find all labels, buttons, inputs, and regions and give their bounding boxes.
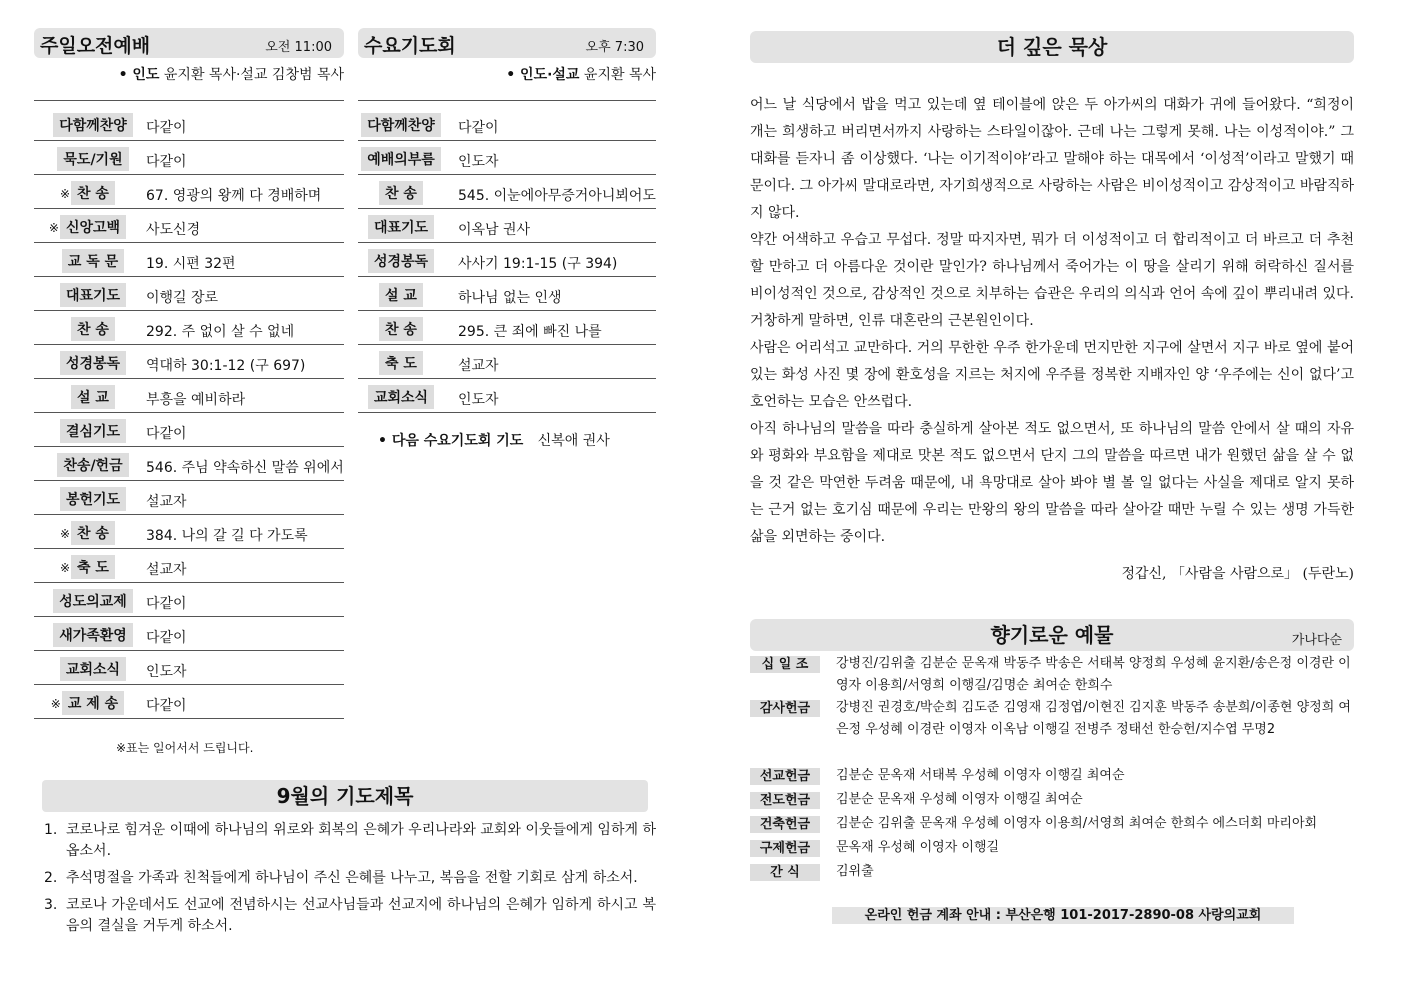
sunday-order-row	[34, 684, 344, 718]
sunday-order-label-cell	[34, 106, 140, 140]
wednesday-order-label-cell	[358, 276, 444, 310]
sunday-order-label-cell	[34, 242, 140, 276]
wednesday-time: 오후 7:30	[585, 40, 644, 55]
standing-mark: ※	[60, 526, 71, 541]
sunday-order-value: 역대하 30:1-12 (구 697)	[140, 344, 344, 378]
offering-names: 김분순 문옥재 서태복 우성혜 이영자 이행길 최여순	[836, 768, 1125, 783]
sunday-order-row	[34, 582, 344, 616]
wednesday-order-label-cell	[358, 344, 444, 378]
wednesday-header	[358, 28, 656, 58]
sunday-order-label: 교 독 문	[62, 249, 124, 273]
prayer-item-text: 코로나로 힘겨운 이때에 하나님의 위로와 회복의 은혜가 우리나라와 교회와 이웃들에게 임하게 하옵소서.	[66, 822, 656, 859]
prayer-item-number: 1.	[44, 822, 58, 838]
wednesday-top-rule	[358, 100, 656, 101]
wednesday-order-row	[358, 208, 656, 242]
prayer-item-number: 2.	[44, 870, 58, 886]
prayer-item-text: 추석명절을 가족과 친척들에게 하나님이 주신 은혜를 나누고, 복음을 전할 기회로 삼게 하소서.	[66, 870, 638, 886]
sunday-order-label: 성경봉독	[60, 351, 126, 375]
sunday-officiants	[34, 64, 344, 84]
standing-mark: ※	[50, 696, 61, 711]
offerings-title: 향기로운 예물	[990, 623, 1114, 647]
sunday-order-row	[34, 276, 344, 310]
next-prayer-person: 신복애 권사	[537, 433, 610, 449]
sunday-order-value: 67. 영광의 왕께 다 경배하며	[140, 174, 344, 208]
sunday-order-label: 새가족환영	[53, 623, 133, 647]
wednesday-order-label: 찬 송	[379, 181, 423, 205]
sunday-order-row	[34, 616, 344, 650]
offerings-order-note: 가나다순	[1291, 633, 1342, 648]
offering-names: 강병진 권경호/박순희 김도준 김영재 김정엽/이현진 김지훈 박동주 송분희/이종현 양정희 여은정 우성혜 이경란 이영자 이옥남 이행길 전병주 정태선 한승헌/지수엽 무명2	[836, 700, 1351, 737]
wednesday-order-value: 다같이	[444, 106, 656, 140]
prayer-item	[44, 895, 656, 937]
sunday-officiants-prefix: • 인도	[118, 67, 160, 83]
wednesday-order-label: 설 교	[379, 283, 423, 307]
sunday-order-label-cell	[34, 616, 140, 650]
sunday-order-label-cell	[34, 446, 140, 480]
sunday-order-label: 대표기도	[60, 283, 126, 307]
sunday-order-label: 찬송/헌금	[57, 453, 128, 477]
sunday-order-label: 다함께찬양	[53, 113, 133, 137]
prayer-item-text: 코로나 가운데서도 선교에 전념하시는 선교사님들과 선교지에 하나님의 은혜가 임하게 하시고 복음의 결실을 거두게 하소서.	[66, 897, 656, 934]
wednesday-title: 수요기도회	[364, 35, 456, 57]
sunday-order-table	[34, 106, 344, 719]
wednesday-order-row	[358, 344, 656, 378]
wednesday-order-label: 성경봉독	[368, 249, 434, 273]
wednesday-order-table	[358, 106, 656, 413]
wednesday-officiants-names: 윤지환 목사	[583, 67, 656, 83]
sunday-order-row	[34, 140, 344, 174]
sunday-order-value: 이행길 장로	[140, 276, 344, 310]
sunday-order-row	[34, 378, 344, 412]
sunday-order-label-cell	[34, 412, 140, 446]
prayer-item	[44, 868, 656, 889]
wednesday-order-value: 하나님 없는 인생	[444, 276, 656, 310]
wednesday-order-row	[358, 174, 656, 208]
offering-category: 감사헌금	[750, 700, 820, 717]
prayer-header	[42, 780, 648, 812]
wednesday-order-value: 사사기 19:1-15 (구 394)	[444, 242, 656, 276]
next-prayer-line	[378, 430, 610, 450]
wednesday-order-label: 다함께찬양	[361, 113, 441, 137]
offerings-header	[750, 619, 1354, 651]
sunday-order-label: 찬 송	[71, 521, 115, 545]
offering-category: 구제헌금	[750, 840, 820, 857]
sunday-officiants-names: 윤지환 목사·설교 김창범 목사	[163, 67, 344, 83]
wednesday-order-label: 교회소식	[368, 385, 434, 409]
wednesday-order-row	[358, 310, 656, 344]
sunday-top-rule	[34, 100, 344, 101]
wednesday-order-value: 295. 큰 죄에 빠진 나를	[444, 310, 656, 344]
sunday-order-value: 부흥을 예비하라	[140, 378, 344, 412]
standing-mark: ※	[60, 186, 71, 201]
wednesday-order-value: 설교자	[444, 344, 656, 378]
offering-names: 문옥재 우성혜 이영자 이행길	[836, 840, 1000, 855]
wednesday-order-label-cell	[358, 242, 444, 276]
wednesday-order-label-cell	[358, 378, 444, 412]
wednesday-order-row	[358, 242, 656, 276]
wednesday-order-label-cell	[358, 310, 444, 344]
standing-mark: ※	[48, 220, 59, 235]
wednesday-order-row	[358, 106, 656, 140]
sunday-order-label: 봉헌기도	[60, 487, 126, 511]
sunday-order-label: 교회소식	[60, 657, 126, 681]
sunday-order-row	[34, 446, 344, 480]
offering-category: 간 식	[750, 864, 820, 881]
wednesday-officiants-prefix: • 인도·설교	[506, 67, 580, 83]
offering-names: 김분순 김위출 문옥재 우성혜 이영자 이용희/서영희 최여순 한희수 에스더회 마리아회	[836, 816, 1318, 831]
meditation-body	[750, 92, 1354, 551]
meditation-source: 정갑신, 「사람을 사람으로」 (두란노)	[1121, 566, 1354, 582]
sunday-order-label: 교 제 송	[62, 691, 124, 715]
sunday-order-value: 384. 나의 갈 길 다 가도록	[140, 514, 344, 548]
sunday-order-row	[34, 208, 344, 242]
sunday-order-row	[34, 548, 344, 582]
wednesday-order-label: 예배의부름	[361, 147, 441, 171]
sunday-order-label-cell	[34, 582, 140, 616]
wednesday-order-value: 인도자	[444, 140, 656, 174]
wednesday-order-value: 이옥남 권사	[444, 208, 656, 242]
meditation-paragraph: 어느 날 식당에서 밥을 먹고 있는데 옆 테이블에 앉은 두 아가씨의 대화가 귀에 들어왔다. “희정이 개는 희생하고 버리면서까지 사랑하는 스타일이잖아. 근데 나는 그렇게 못해. 나는 이성적이야.” 그 대화를 듣자니 좀 이상했다. ‘나는 이기적이야’라고 말해야 하는 대목에서 ‘이성적’이라고 말했기 때문이다. 그 아가씨 말대로라면, 자기희생적으로 사랑하는 사람은 비이성적이고 감상적이고 바람직하지 않다.	[750, 97, 1354, 221]
prayer-list	[44, 820, 656, 943]
sunday-order-value: 다같이	[140, 412, 344, 446]
sunday-order-value: 292. 주 없이 살 수 없네	[140, 310, 344, 344]
wednesday-order-row	[358, 140, 656, 174]
offering-category: 건축헌금	[750, 816, 820, 833]
sunday-order-value: 546. 주님 약속하신 말씀 위에서	[140, 446, 344, 480]
sunday-order-value: 인도자	[140, 650, 344, 684]
prayer-item-number: 3.	[44, 897, 58, 913]
wednesday-order-value: 545. 이눈에아무증거아니뵈어도	[444, 174, 656, 208]
sunday-order-row	[34, 242, 344, 276]
sunday-order-value: 다같이	[140, 582, 344, 616]
sunday-time: 오전 11:00	[265, 40, 332, 55]
sunday-order-label-cell	[34, 174, 140, 208]
sunday-order-row	[34, 344, 344, 378]
wednesday-officiants	[358, 64, 656, 84]
prayer-title: 9월의 기도제목	[276, 784, 414, 808]
next-prayer-label: • 다음 수요기도회 기도	[378, 433, 524, 449]
sunday-order-row	[34, 412, 344, 446]
meditation-title: 더 깊은 묵상	[996, 35, 1108, 59]
meditation-paragraph: 아직 하나님의 말씀을 따라 충실하게 살아본 적도 없으면서, 또 하나님의 말씀 안에서 살 때의 자유와 평화와 부요함을 제대로 맛본 적도 없으면서 단지 그의 말씀을 따르면 내가 원했던 삶을 살 수 없을 것 같은 막연한 두려움 때문에, 내 욕망대로 살아 봐야 별 볼 일 없다는 사실을 제대로 알지 못하는 근거 없는 호기심 때문에 우리는 만왕의 왕의 말씀을 따라 살아갈 때만 누릴 수 있는 생명 가득한 삶을 외면하는 중이다.	[750, 421, 1354, 545]
sunday-order-label-cell	[34, 514, 140, 548]
meditation-header	[750, 31, 1354, 63]
sunday-header	[34, 28, 344, 58]
sunday-order-value: 다같이	[140, 106, 344, 140]
wednesday-order-value: 인도자	[444, 378, 656, 412]
sunday-order-label: 신앙고백	[60, 215, 126, 239]
meditation-paragraph: 약간 어색하고 우습고 무섭다. 정말 따지자면, 뭐가 더 이성적이고 더 합리적이고 더 바르고 더 추천할 만하고 더 아름다운 것이란 말인가? 하나님께서 죽어가는 이 땅을 살리기 위해 허락하신 질서를 비이성적인 것으로, 감상적인 것으로 치부하는 습관은 우리의 의식과 언어 속에 깊이 뿌리내려 있다. 거창하게 말하면, 인류 대혼란의 근본원인이다.	[750, 232, 1354, 329]
sunday-order-label-cell	[34, 480, 140, 514]
offering-names: 김위출	[836, 864, 874, 879]
wednesday-order-label-cell	[358, 174, 444, 208]
sunday-order-value: 19. 시편 32편	[140, 242, 344, 276]
offering-category: 전도헌금	[750, 792, 820, 809]
sunday-order-value: 다같이	[140, 140, 344, 174]
wednesday-order-label: 찬 송	[379, 317, 423, 341]
wednesday-order-label: 축 도	[379, 351, 423, 375]
prayer-item	[44, 820, 656, 862]
sunday-order-label: 설 교	[71, 385, 115, 409]
sunday-order-value: 다같이	[140, 684, 344, 718]
sunday-order-label-cell	[34, 310, 140, 344]
wednesday-order-row	[358, 378, 656, 412]
offering-names: 강병진/김위출 김분순 문옥재 박동주 박송은 서태복 양정희 우성혜 윤지환/송은정 이경란 이영자 이용희/서영희 이행길/김명순 최여순 한희수	[836, 656, 1351, 693]
sunday-order-row	[34, 174, 344, 208]
sunday-order-label: 묵도/기원	[57, 147, 128, 171]
wednesday-order-label-cell	[358, 140, 444, 174]
sunday-order-row	[34, 480, 344, 514]
sunday-order-label: 찬 송	[71, 181, 115, 205]
sunday-order-row	[34, 310, 344, 344]
wednesday-order-row	[358, 276, 656, 310]
standing-note: ※표는 일어서서 드립니다.	[116, 741, 254, 755]
meditation-paragraph: 사람은 어리석고 교만하다. 거의 무한한 우주 한가운데 먼지만한 지구에 살면서 지구 바로 옆에 붙어 있는 화성 사진 몇 장에 환호성을 지르는 처지에 우주를 정복한 지배자인 양 ‘우주에는 신이 없다’고 호언하는 모습은 안쓰럽다.	[750, 340, 1354, 410]
sunday-title: 주일오전예배	[40, 35, 151, 57]
offering-names: 김분순 문옥재 우성혜 이영자 이행길 최여순	[836, 792, 1083, 807]
sunday-order-value: 다같이	[140, 616, 344, 650]
wednesday-order-label-cell	[358, 106, 444, 140]
offering-category: 십 일 조	[750, 656, 820, 673]
sunday-order-row	[34, 106, 344, 140]
wednesday-order-label: 대표기도	[368, 215, 434, 239]
sunday-order-row	[34, 514, 344, 548]
sunday-order-value: 사도신경	[140, 208, 344, 242]
sunday-order-label-cell	[34, 276, 140, 310]
sunday-order-label: 축 도	[71, 555, 115, 579]
sunday-order-label: 결심기도	[60, 419, 126, 443]
sunday-order-label-cell	[34, 548, 140, 582]
sunday-order-label: 성도의교제	[53, 589, 133, 613]
sunday-order-label-cell	[34, 208, 140, 242]
standing-mark: ※	[60, 560, 71, 575]
sunday-order-label-cell	[34, 650, 140, 684]
offering-category: 선교헌금	[750, 768, 820, 785]
sunday-order-row	[34, 650, 344, 684]
wednesday-order-label-cell	[358, 208, 444, 242]
online-offering-account: 온라인 헌금 계좌 안내 : 부산은행 101-2017-2890-08 사랑의교회	[832, 907, 1294, 924]
sunday-order-value: 설교자	[140, 480, 344, 514]
sunday-order-label-cell	[34, 344, 140, 378]
sunday-order-label-cell	[34, 378, 140, 412]
sunday-order-label-cell	[34, 684, 140, 718]
sunday-order-value: 설교자	[140, 548, 344, 582]
sunday-order-label: 찬 송	[71, 317, 115, 341]
sunday-order-label-cell	[34, 140, 140, 174]
